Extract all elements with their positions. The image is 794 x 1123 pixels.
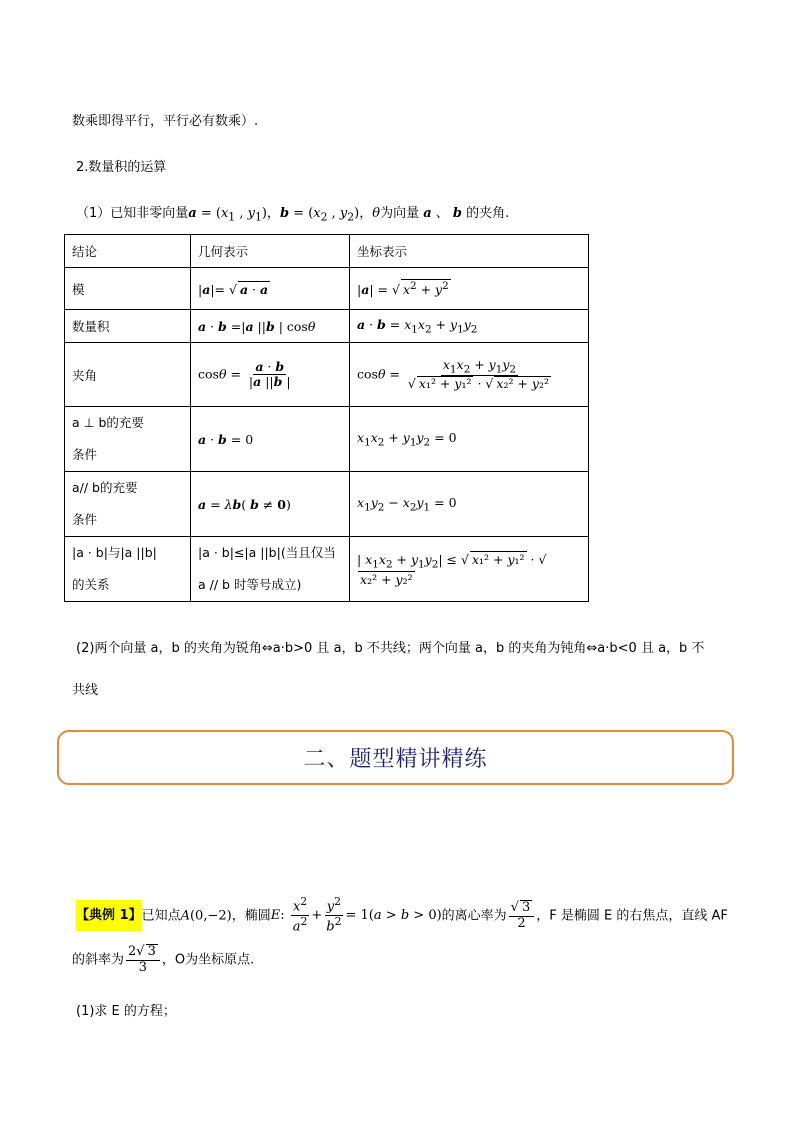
table-row (65, 407, 589, 472)
example-text: F 是椭圆 E 的右焦点，直线 AF (549, 908, 728, 924)
example-text: 的斜率为 (72, 952, 125, 968)
intro-line (76, 202, 509, 224)
dot-product-coordinate: $a \cdot b = x_1x_2 + y_1y_2$ (350, 310, 589, 343)
magnitude-geometric: |a|= √ a · a (191, 268, 350, 310)
dot-product-geometric: a · b =|a ||b | cosθ (191, 310, 350, 343)
vector-a-definition: $a = (x_1$ , $y_1$) (188, 206, 267, 224)
example-tag: 【典例 1】 (76, 900, 142, 931)
angle-geometric: cosθ = $\frac{a \cdot b}{|a ||b |}$ (191, 343, 350, 407)
perpendicular-coordinate: $x_1x_2 + y_1y_2 = 0$ (350, 407, 589, 472)
example-line-2 (72, 944, 254, 976)
header-conclusion: 结论 (65, 235, 191, 268)
acute-obtuse-paragraph-line1: (2)两个向量 a，b 的夹角为锐角⇔a·b>0 且 a，b 不共线；两个向量 a，b 的夹角为钝角⇔a·b<0 且 a，b 不 (76, 641, 705, 656)
banner-title: 二、题型精讲精练 (303, 747, 488, 772)
parallel-coordinate: $x_1y_2 - x_2y_1 = 0$ (350, 472, 589, 537)
intro-suffix: 为向量 a 、 b 的夹角. (380, 206, 510, 221)
angle-coordinate: cosθ = $\frac{x_1x_2 + y_1y_2}{\text{√ x₁² + y₁² · √ x₂² + y₂²}}$ (350, 343, 589, 407)
perpendicular-geometric: a · b = 0 (191, 407, 350, 472)
example-text: 已知点 (141, 908, 181, 924)
section-heading-dot-product: 2.数量积的运算 (76, 160, 167, 175)
table-row (65, 343, 589, 407)
eccentricity-value: $\frac{√ 3}{2}$ (507, 908, 537, 923)
row-label-magnitude: 模 (65, 268, 191, 310)
comma: ， (266, 206, 280, 221)
relation-coordinate: | $x_1x_2 + y_1y_2|$ ≤ √ x₁² + y₁² · √x₂² + y₂² (350, 537, 589, 602)
question-1: (1)求 E 的方程； (76, 1004, 176, 1019)
theta-symbol: θ (372, 206, 381, 221)
table-header-row (65, 235, 589, 268)
row-label-dot-product: 数量积 (65, 310, 191, 343)
intro-prefix: （1）已知非零向量 (76, 206, 189, 221)
header-coordinate: 坐标表示 (350, 235, 589, 268)
paragraph-continuation: 数乘即得平行，平行必有数乘）. (72, 114, 259, 129)
table-row (65, 310, 589, 343)
row-label-perpendicular: a ⊥ b的充要 条件 (65, 407, 191, 472)
section-banner (57, 730, 734, 785)
example-text: ，O为坐标原点. (161, 952, 255, 968)
example-line-1 (76, 896, 728, 936)
example-text: 的离心率为 (441, 908, 507, 924)
header-geometric: 几何表示 (191, 235, 350, 268)
row-label-angle: 夹角 (65, 343, 191, 407)
example-text: ，椭圆 (231, 908, 271, 924)
table-row (65, 472, 589, 537)
relation-geometric: |a · b|≤|a ||b|(当且仅当 a // b 时等号成立) (191, 537, 350, 602)
point-a: A(0,−2) (180, 908, 232, 924)
table-row (65, 537, 589, 602)
comma: ， (359, 206, 373, 221)
vector-operations-table (64, 234, 589, 602)
parallel-geometric: a = λb( b ≠ 0) (191, 472, 350, 537)
example-text: ， (536, 908, 550, 924)
slope-value: $\frac{2√ 3}{3}$ (124, 952, 162, 967)
acute-obtuse-paragraph-line2: 共线 (72, 683, 99, 698)
row-label-relation: |a · b|与|a ||b| 的关系 (65, 537, 191, 602)
ellipse-equation: E: $\frac{x^2}{a^2}$ + $\frac{y^2}{b^2}$ = 1(a > b > 0) (270, 895, 442, 935)
vector-b-definition: $b = (x_2$ , $y_2$) (279, 206, 360, 224)
table-row (65, 268, 589, 310)
row-label-parallel: a// b的充要 条件 (65, 472, 191, 537)
magnitude-coordinate: |a| = √ $x^2 + y^2$ (350, 268, 589, 310)
